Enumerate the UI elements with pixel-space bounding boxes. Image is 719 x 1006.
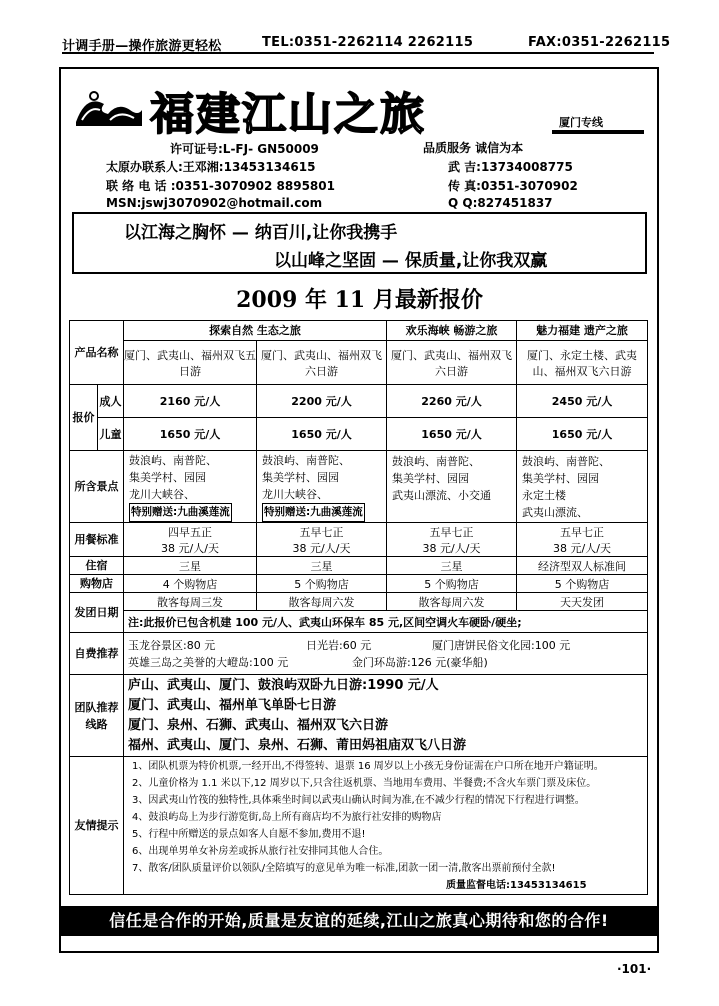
tips-cell [124,757,648,895]
tip-line: 6、出现单男单女补房差或拆从旅行社安排同其他人合住。 [132,845,389,857]
gift-spot: 特别赠送:九曲溪莲流 [262,503,365,522]
contact-mobile: 武 吉:13734008775 [448,160,573,174]
child-price: 1650 元/人 [387,418,517,451]
product-name: 厦门、永定土楼、武夷山、福州双飞六日游 [517,341,648,385]
theme-strait: 欢乐海峡 畅游之旅 [387,321,517,341]
adult-price: 2260 元/人 [387,385,517,418]
price-note: 注:此报价已包含机建 100 元/人、武夷山环保车 85 元,区间空调火车硬卧/硬坐; [124,611,648,633]
meal-cell: 五早七正 38 元/人/天 [257,523,387,557]
spot-line: 鼓浪屿、南普陀、 [392,454,480,468]
shop-cell: 5 个购物店 [257,575,387,593]
rec-item: 金门环岛游:126 元(豪华船) [352,655,488,669]
contact-person: 太原办联系人:王邓湘:13453134615 [106,160,316,174]
tip-line: 3、因武夷山竹筏的独特性,具体乘坐时间以武夷山确认时间为准,在不减少行程的情况下行程进行调整。 [132,794,585,806]
quality-phone: 质量监督电话:13453134615 [446,879,587,891]
tip-line: 7、散客/团队质量评价以领队/全陪填写的意见单为唯一标准,团款一团一清,散客出票前预付全款! [132,862,556,874]
team-cell [124,675,648,757]
slogan-box [72,212,647,274]
spot-line: 集美学村、园园 [262,470,339,484]
spot-line: 永定土楼 [522,488,566,502]
adult-price: 2160 元/人 [124,385,257,418]
team-route: 厦门、武夷山、福州单飞单卧七日游 [128,697,337,713]
child-price: 1650 元/人 [257,418,387,451]
page-number: ·101· [617,962,652,976]
shop-cell: 4 个购物店 [124,575,257,593]
spots-cell [124,451,257,523]
team-route: 庐山、武夷山、厦门、鼓浪屿双卧九日游:1990 元/人 [128,677,439,693]
tip-line: 4、鼓浪屿岛上为步行游览街,岛上所有商店均不为旅行社安排的购物店 [132,811,442,823]
team-label: 团队推荐线路 [70,675,124,757]
tip-line: 2、儿童价格为 1.1 米以下,12 周岁以下,只含往返机票、当地用车费用、半餐费;不含火车票门票及床位。 [132,777,597,789]
spot-line: 鼓浪屿、南普陀、 [262,453,350,467]
line-tag: 厦门专线 [559,116,603,129]
product-label: 产品名称 [70,321,124,385]
depart-label: 发团日期 [70,593,124,633]
brand-logo-area [72,76,647,142]
slogan-line-1: 以江海之胸怀 — 纳百川,让你我携手 [124,223,398,243]
meal-label: 用餐标准 [70,523,124,557]
meal-cell: 四早五正 38 元/人/天 [124,523,257,557]
meal-cell: 五早七正 38 元/人/天 [387,523,517,557]
adult-price: 2450 元/人 [517,385,648,418]
depart-cell: 散客每周三发 [124,593,257,611]
team-route: 福州、武夷山、厦门、泉州、石狮、莆田妈祖庙双飞八日游 [128,737,467,753]
rec-label: 自费推荐 [70,633,124,675]
tips-label: 友情提示 [70,757,124,895]
header-manual-title: 计调手册—操作旅游更轻松 [62,39,222,54]
top-header [62,34,671,54]
shop-label: 购物店 [70,575,124,593]
theme-nature: 探索自然 生态之旅 [124,321,387,341]
service-motto: 品质服务 诚信为本 [423,141,524,155]
hotel-cell: 三星 [257,557,387,575]
child-price: 1650 元/人 [124,418,257,451]
product-name: 厦门、武夷山、福州双飞六日游 [257,341,387,385]
adult-price: 2200 元/人 [257,385,387,418]
spot-line: 鼓浪屿、南普陀、 [522,454,610,468]
spots-cell [387,451,517,523]
spots-cell [257,451,387,523]
hotel-cell: 三星 [387,557,517,575]
shop-cell: 5 个购物店 [387,575,517,593]
header-tel: TEL:0351-2262114 2262115 [262,35,474,50]
header-fax: FAX:0351-2262115 [528,35,671,50]
meal-cell: 五早七正 38 元/人/天 [517,523,648,557]
rec-item: 日光岩:60 元 [306,638,372,652]
slogan-line-2: 以山峰之坚固 — 保质量,让你我双赢 [274,251,548,271]
rec-cell [124,633,648,675]
child-price: 1650 元/人 [517,418,648,451]
gift-spot: 特别赠送:九曲溪莲流 [129,503,232,522]
depart-cell: 散客每周六发 [387,593,517,611]
contact-fax: 传 真:0351-3070902 [448,179,578,193]
spot-line: 武夷山漂流、 [522,505,588,519]
price-title: 2009 年 11 月最新报价 [236,287,483,313]
price-label: 报价 [70,385,98,451]
child-label: 儿童 [98,418,124,451]
spot-line: 集美学村、园园 [522,471,599,485]
depart-cell: 天天发团 [517,593,648,611]
rec-item: 英雄三岛之美誉的大嶝岛:100 元 [128,655,289,669]
price-table [69,320,648,895]
contact-msn: MSN:jswj3070902@hotmail.com [106,196,323,210]
spot-line: 鼓浪屿、南普陀、 [129,453,217,467]
spot-line: 龙川大峡谷、 [129,487,195,501]
theme-heritage: 魅力福建 遗产之旅 [517,321,648,341]
spot-line: 龙川大峡谷、 [262,487,328,501]
spots-cell [517,451,648,523]
contact-phone: 联 络 电 话 :0351-3070902 8895801 [106,179,335,193]
adult-label: 成人 [98,385,124,418]
hotel-cell: 三星 [124,557,257,575]
product-name: 厦门、武夷山、福州双飞五日游 [124,341,257,385]
contact-qq: Q Q:827451837 [448,196,553,210]
shop-cell: 5 个购物店 [517,575,648,593]
spots-label: 所含景点 [70,451,124,523]
footer-banner: 信任是合作的开始,质量是友谊的延续,江山之旅真心期待和您的合作! [61,906,657,936]
wave-logo-icon [74,82,144,132]
product-name: 厦门、武夷山、福州双飞六日游 [387,341,517,385]
team-route: 厦门、泉州、石狮、武夷山、福州双飞六日游 [128,717,389,733]
brand-title: 福建江山之旅 [150,89,426,140]
licence-number: 许可证号:L-FJ- GN50009 [170,142,319,156]
hotel-cell: 经济型双人标准间 [517,557,648,575]
tip-line: 1、团队机票为特价机票,一经开出,不得签转、退票 16 周岁以上小孩无身份证需在户口所在地开户籍证明。 [132,760,604,772]
brand-underline [552,130,644,134]
rec-item: 厦门唐饼民俗文化园:100 元 [432,638,571,652]
hotel-label: 住宿 [70,557,124,575]
spot-line: 集美学村、园园 [129,470,206,484]
tip-line: 5、行程中所赠送的景点如客人自愿不参加,费用不退! [132,828,366,840]
spot-line: 武夷山漂流、小交通 [392,488,491,502]
depart-cell: 散客每周六发 [257,593,387,611]
rec-item: 玉龙谷景区:80 元 [128,638,216,652]
spot-line: 集美学村、园园 [392,471,469,485]
